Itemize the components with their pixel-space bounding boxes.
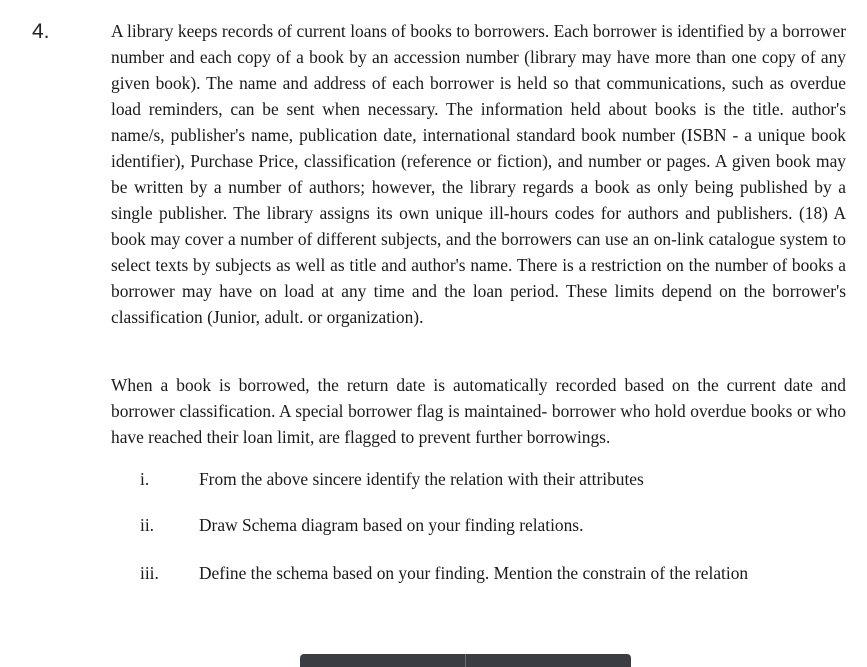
toolbar-left-button[interactable] (300, 654, 465, 667)
subquestion-2-text: Draw Schema diagram based on your finding relations. (199, 515, 584, 535)
toolbar-right-button[interactable] (465, 654, 631, 667)
question-paragraph-2: When a book is borrowed, the return date is automatically recorded based on the current date and borrower classification. A special borrower flag is maintained- borrower who hold overdue books or who have reached their loan limit, are flagged to prevent further borrowings. (111, 375, 846, 447)
subquestion-2-numeral: ii. (140, 515, 155, 535)
question-paragraph-1: A library keeps records of current loans of books to borrowers. Each borrower is identified by a borrower number and each copy of a book by an accession number (library may have more than one copy of any given book). The name and address of each borrower is held so that communications, such as overdue load reminders, can be sent when necessary. The information held about books is the title. author's name/s, publisher's name, publication date, international standard book number (ISBN - a unique book identifier), Purchase Price, classification (reference or fiction), and number or pages. A given book may be written by a number of authors; however, the library regards a book as only being published by a single publisher. The library assigns its own unique ill-hours codes for authors and publishers. (18) A book may cover a number of different subjects, and the borrowers can use an on-link catalogue system to select texts by subjects as well as title and author's name. There is a restriction on the number of books a borrower may have on load at any time and the loan period. These limits depend on the borrower's classification (Junior, adult. or organization). (111, 21, 846, 327)
subquestion-1-numeral: i. (140, 469, 150, 489)
subquestion-1-text: From the above sincere identify the relation with their attributes (199, 469, 644, 489)
subquestion-3-numeral: iii. (140, 563, 159, 583)
bottom-toolbar (300, 654, 631, 667)
subquestion-3-text: Define the schema based on your finding. Mention the constrain of the relation (199, 563, 749, 583)
question-number: 4. (32, 20, 50, 43)
